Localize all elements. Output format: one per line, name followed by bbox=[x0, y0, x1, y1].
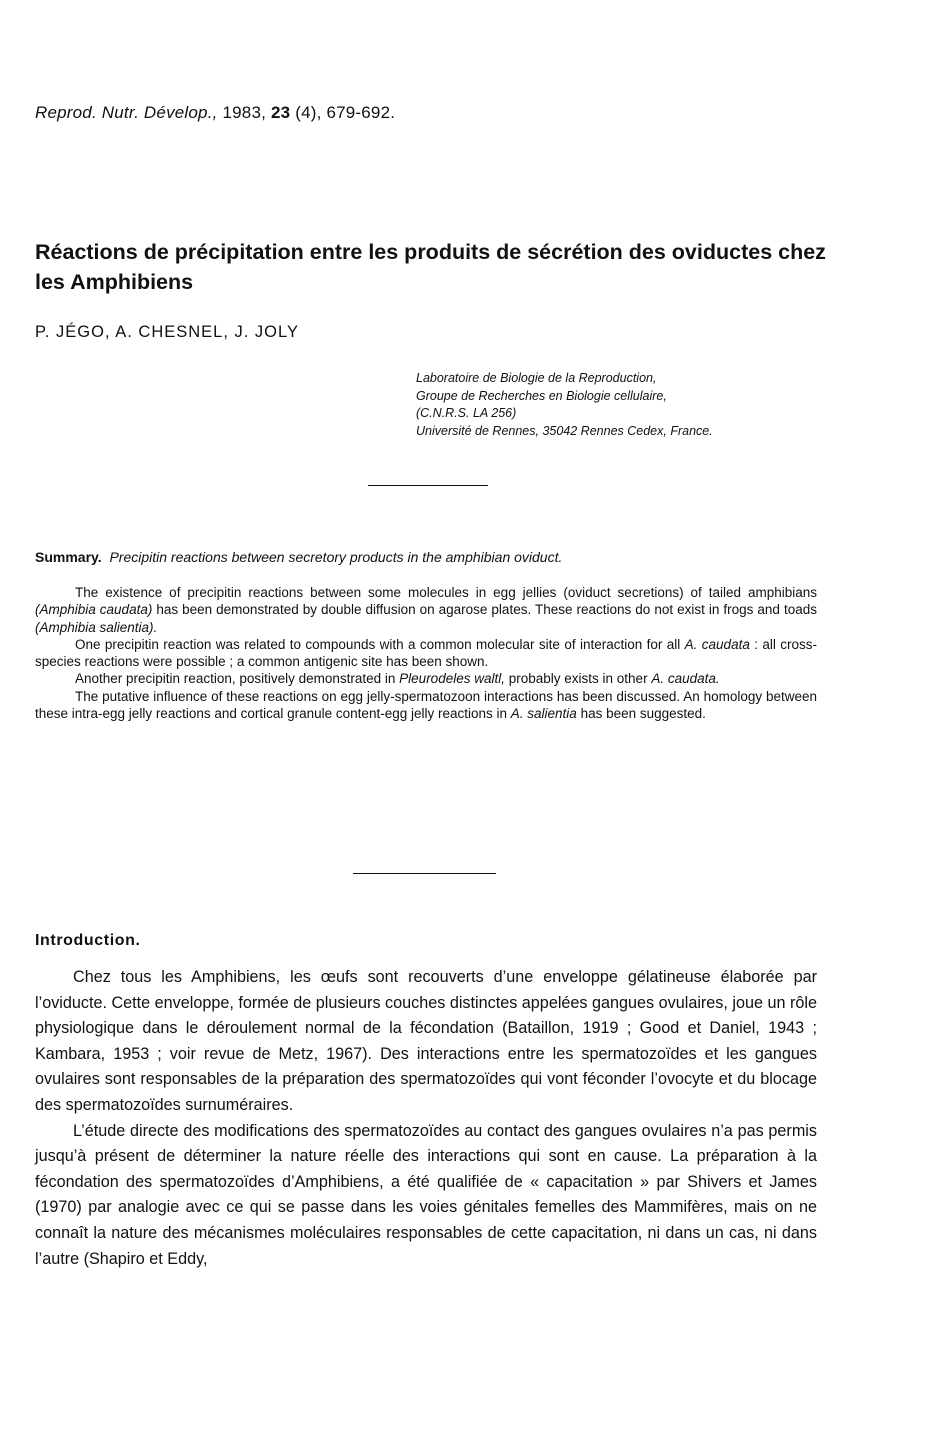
summary-label: Summary. bbox=[35, 549, 102, 565]
introduction-body bbox=[35, 965, 817, 1272]
summary-paragraph bbox=[35, 670, 817, 687]
taxon-name: (Amphibia caudata) bbox=[35, 602, 153, 618]
taxon-name: Pleurodeles waltl, bbox=[399, 671, 505, 687]
summary-text: The putative influence of these reactions on egg jelly-spermatozoon interactions has been discussed. An homology between these intra-egg jelly reactions and cortical granule content-egg jelly reactions in bbox=[35, 688, 817, 722]
journal-citation bbox=[35, 103, 395, 123]
section-divider bbox=[368, 485, 488, 486]
summary-text: has been demonstrated by double diffusion on agarose plates. These reactions do not exist in frogs and toads bbox=[152, 602, 817, 618]
summary-text: The existence of precipitin reactions between some molecules in egg jellies (oviduct secretions) of tailed amphibians bbox=[75, 585, 817, 600]
taxon-name: A. caudata. bbox=[651, 671, 720, 687]
taxon-name: A. salientia bbox=[510, 706, 577, 722]
summary-paragraph bbox=[35, 636, 817, 671]
summary-paragraph bbox=[35, 688, 817, 723]
introduction-heading: Introduction. bbox=[35, 932, 141, 949]
article-title: Réactions de précipitation entre les produits de sécrétion des oviductes chez les Amphibiens bbox=[35, 240, 826, 294]
journal-name: Reprod. Nutr. Dévelop., bbox=[35, 103, 218, 122]
introduction-paragraph: Chez tous les Amphibiens, les œufs sont recouverts d’une enveloppe gélatineuse élaborée par l’oviducte. Cette enveloppe, formée de plusieurs couches distinctes appelées gangues ovulaires, joue un rôle physiologique dans le déroulement normal de la fécondation (Bataillon, 1919 ; Good et Daniel, 1943 ; Kambara, 1953 ; voir revue de Metz, 1967). Des interactions entre les spermatozoïdes et les gangues ovulaires sont responsables de la préparation des spermatozoïdes qui vont féconder l’ovocyte et du blocage des spermatozoïdes surnuméraires. bbox=[35, 968, 817, 1114]
affiliation-line: Groupe de Recherches en Biologie cellulaire, bbox=[416, 388, 667, 403]
summary-text: probably exists in other bbox=[504, 671, 652, 687]
affiliation bbox=[416, 370, 836, 440]
affiliation-line: Laboratoire de Biologie de la Reproduction, bbox=[416, 371, 657, 385]
taxon-name: A. caudata bbox=[684, 636, 750, 652]
summary-text: Another precipitin reaction, positively demonstrated in bbox=[75, 671, 400, 687]
summary-title: Precipitin reactions between secretory products in the amphibian oviduct. bbox=[109, 549, 563, 565]
affiliation-line: (C.N.R.S. LA 256) bbox=[416, 406, 517, 420]
summary-body bbox=[35, 584, 817, 722]
summary-text: has been suggested. bbox=[576, 706, 706, 722]
summary-paragraph bbox=[35, 584, 817, 636]
citation-year: 1983, bbox=[222, 103, 267, 122]
authors: P. JÉGO, A. CHESNEL, J. JOLY bbox=[35, 323, 299, 341]
summary-text: One precipitin reaction was related to compounds with a common molecular site of interaction for all bbox=[75, 636, 685, 652]
citation-volume: 23 bbox=[270, 103, 291, 122]
introduction-paragraph: L’étude directe des modifications des spermatozoïdes au contact des gangues ovulaires n’a pas permis jusqu’à présent de déterminer la nature réelle des interactions qui sont en cause. La préparation à la fécondation des spermatozoïdes d’Amphibiens, a été qualifiée de « capacitation » par Shivers et James (1970) par analogie avec ce qui se passe dans les voies génitales femelles des Mammifères, mais on ne connaît la nature des mécanismes moléculaires responsables de cette capacitation, ni dans un cas, ni dans l’autre (Shapiro et Eddy, bbox=[35, 1121, 817, 1268]
summary-text: : all cross-species reactions were possible ; a common antigenic site has been shown. bbox=[35, 636, 817, 670]
section-divider bbox=[353, 873, 496, 874]
citation-issue-pages: (4), 679-692. bbox=[295, 103, 396, 122]
taxon-name: (Amphibia salientia). bbox=[35, 619, 158, 635]
affiliation-line: Université de Rennes, 35042 Rennes Cedex, France. bbox=[416, 423, 713, 438]
summary-heading bbox=[35, 549, 835, 565]
